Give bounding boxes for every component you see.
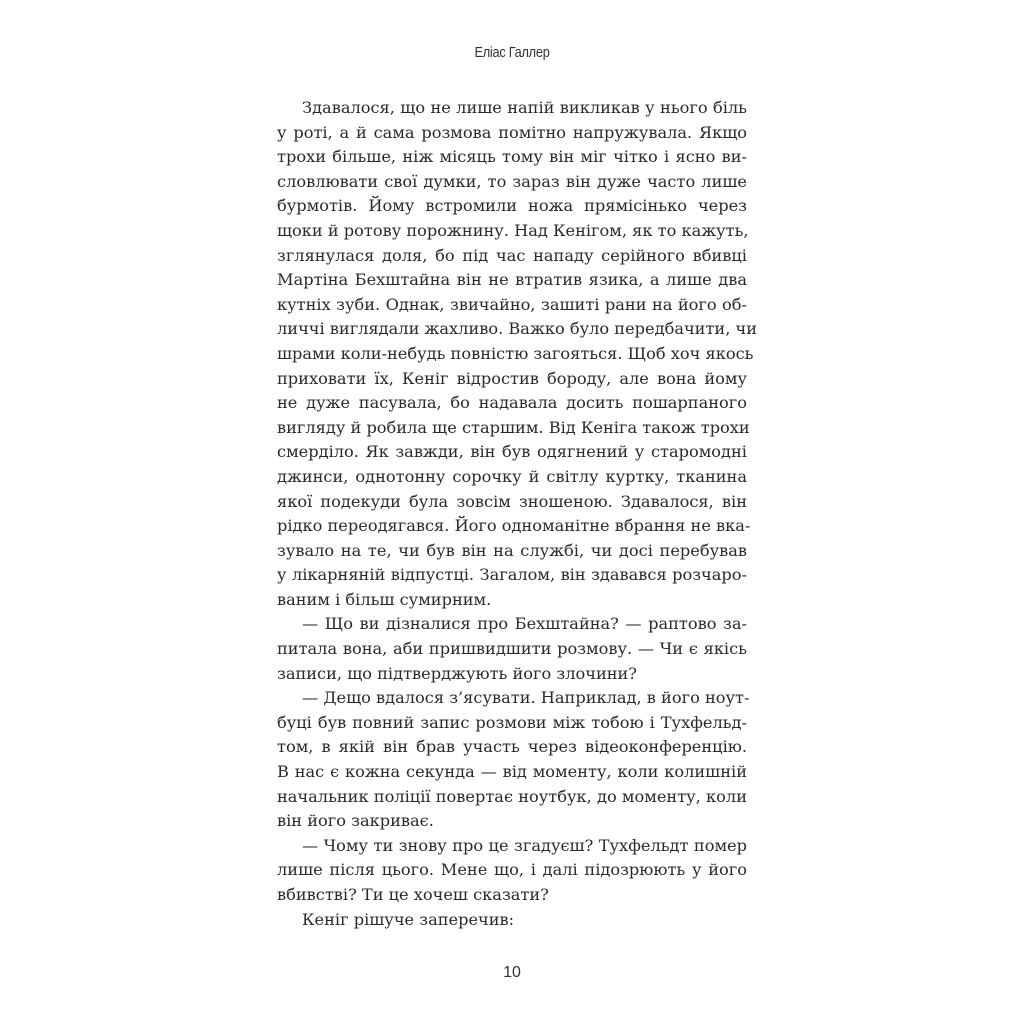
text-line: щоки й ротову порожнину. Над Кенігом, як то кажуть, — [277, 220, 749, 240]
text-line: — Що ви дізналися про Бехштайна? — раптово за- — [302, 614, 747, 634]
text-line: ваним і більш сумирним. — [277, 589, 492, 609]
text-line: не дуже пасувала, бо надавала досить пошарпаного — [277, 393, 747, 413]
text-line: записи, що підтверджують його злочини? — [277, 663, 637, 683]
text-line: зглянулася доля, бо під час нападу серійного вбивці — [277, 245, 747, 265]
text-line: буці був повний запис розмови між тобою і Тухфельд- — [277, 712, 747, 732]
text-line: приховати їх, Кеніг відростив бороду, але вона йому — [277, 368, 747, 388]
text-line: личчі виглядали жахливо. Важко було передбачити, чи — [277, 319, 757, 339]
text-line: вбивстві? Ти це хочеш сказати? — [277, 885, 549, 904]
text-line: він його закриває. — [277, 811, 434, 831]
text-line: якої подекуди була зовсім зношеною. Здавалося, він — [277, 491, 747, 511]
text-line: шрами коли-небудь повністю загояться. Щоб хоч якось — [277, 343, 754, 363]
text-line: у роті, а й сама розмова помітно напружувала. Якщо — [277, 122, 747, 142]
text-line: вигляду й робила ще старшим. Від Кеніга також трохи — [277, 417, 750, 437]
text-line: Мартіна Бехштайна він не втратив язика, а лише два — [277, 270, 747, 290]
text-line: В нас є кожна секунда — від моменту, коли колишній — [277, 762, 747, 782]
text-line: смерділо. Як завжди, він був одягнений у старомодні — [277, 442, 747, 462]
text-line: бурмотів. Йому встромили ножа прямісінько через — [277, 196, 747, 216]
text-line: Здавалося, що не лише напій викликав у нього біль — [302, 98, 747, 117]
text-line: кутніх зуби. Однак, звичайно, зашиті рани на його об- — [277, 294, 747, 314]
text-line: — Чому ти знову про це згадуєш? Тухфельдт помер — [302, 835, 747, 855]
text-line: трохи більше, ніж місяць тому він міг чітко і ясно ви- — [277, 147, 747, 167]
text-line: — Дещо вдалося з’ясувати. Наприклад, в його ноут- — [302, 688, 750, 708]
text-line: у лікарняній відпустці. Загалом, він здавався розчаро- — [277, 565, 747, 585]
text-line: зувало на те, чи був він на службі, чи досі перебував — [277, 540, 747, 560]
body-text — [277, 96, 757, 932]
text-line: словлювати свої думки, то зараз він дуже часто лише — [277, 171, 747, 191]
page-number: 10 — [503, 964, 521, 981]
text-line: джинси, однотонну сорочку й світлу куртку, тканина — [277, 466, 747, 486]
text-line: рідко переодягався. Його одноманітне вбрання не вка- — [277, 516, 751, 536]
text-line: том, в якій він брав участь через відеоконференцію. — [277, 737, 747, 757]
text-line: питала вона, аби пришвидшити розмову. — Чи є якісь — [277, 639, 747, 659]
text-line: начальник поліції повертає ноутбук, до моменту, коли — [277, 786, 747, 806]
text-line: Кеніг рішуче заперечив: — [302, 909, 515, 929]
text-line: лише після цього. Мене що, і далі підозрюють у його — [277, 860, 747, 880]
running-header: Еліас Галлер — [474, 44, 550, 61]
